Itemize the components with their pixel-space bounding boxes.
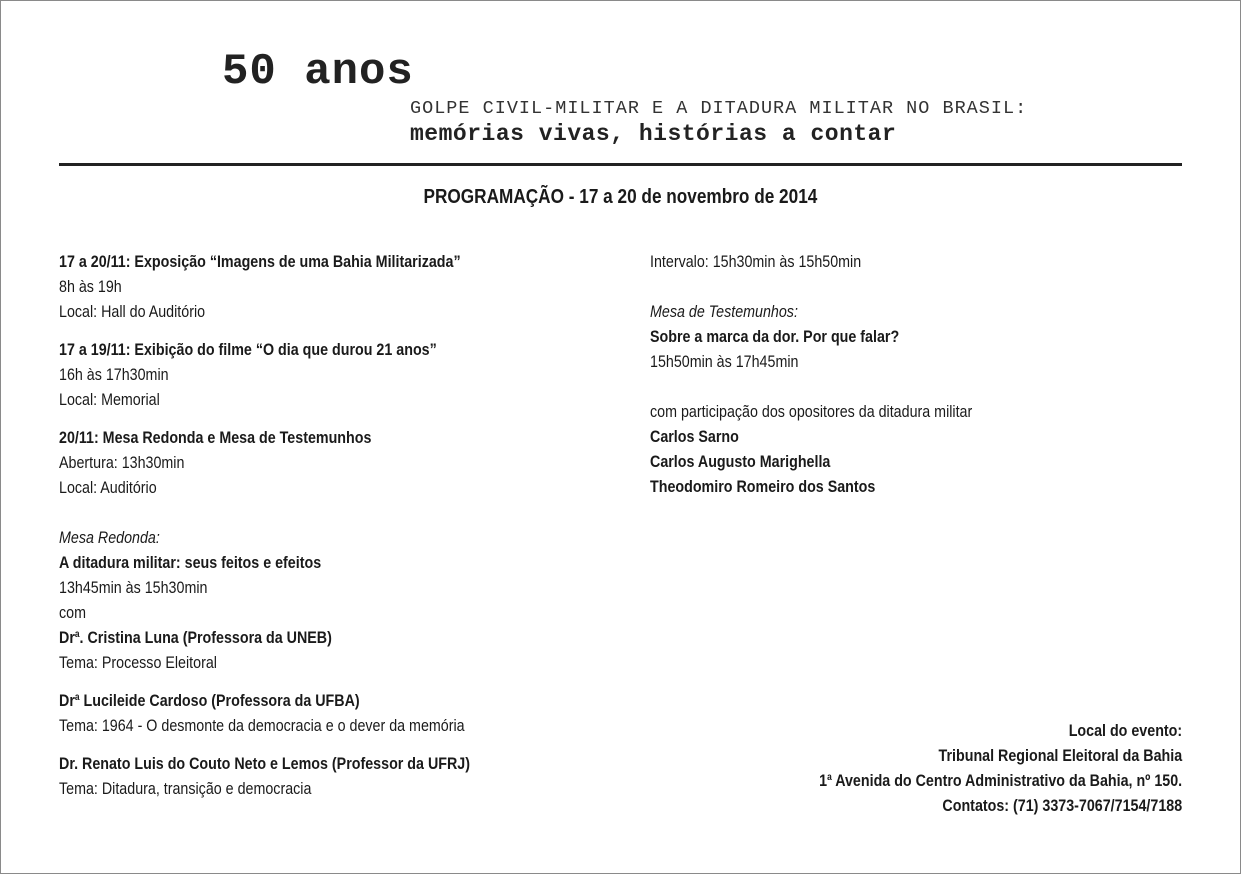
subtitle-line2: memórias vivas, histórias a contar [410,121,897,147]
left-column [59,249,548,801]
venue-contacts: Contatos: (71) 3373-7067/7154/7188 [942,796,1182,815]
participant: Carlos Augusto Marighella [650,452,831,471]
mesa-testemunhos-time: 15h50min às 17h45min [650,352,799,371]
right-column [650,249,1034,499]
speaker-lucileide-cardoso-theme: Tema: 1964 - O desmonte da democracia e o dever da memória [59,716,465,735]
mesa-redonda-time: 13h45min às 15h30min [59,578,208,597]
header-divider [59,163,1182,166]
mesa-opening: Abertura: 13h30min [59,453,185,472]
program-heading: PROGRAMAÇÃO - 17 a 20 de novembro de 2014 [423,186,818,208]
exposicao-time: 8h às 19h [59,277,122,296]
participant: Carlos Sarno [650,427,739,446]
page-title: 50 anos [222,47,414,97]
filme-time: 16h às 17h30min [59,365,169,384]
mesa-redonda-label: Mesa Redonda: [59,528,160,547]
venue-block [750,718,1182,818]
speaker-lucileide-cardoso: Dr$^a$ Lucileide Cardoso (Professora da UFBA) [59,691,360,710]
mesa-redonda-topic: A ditadura militar: seus feitos e efeitos [59,553,322,572]
mesa-place: Local: Auditório [59,478,157,497]
participacao-intro: com participação dos opositores da ditadura militar [650,402,973,421]
speaker-renato-lemos: Dr. Renato Luis do Couto Neto e Lemos (Professor da UFRJ) [59,754,470,773]
speaker-cristina-luna-theme: Tema: Processo Eleitoral [59,653,217,672]
venue-name: Tribunal Regional Eleitoral da Bahia [938,746,1182,765]
mesa-testemunhos-label: Mesa de Testemunhos: [650,302,798,321]
mesa-title: 20/11: Mesa Redonda e Mesa de Testemunhos [59,428,372,447]
speaker-cristina-luna: Dr$^a$. Cristina Luna (Professora da UNEB) [59,628,332,647]
exposicao-title: 17 a 20/11: Exposição “Imagens de uma Bahia Militarizada” [59,252,461,271]
filme-title: 17 a 19/11: Exibição do filme “O dia que durou 21 anos” [59,340,437,359]
speaker-renato-lemos-theme: Tema: Ditadura, transição e democracia [59,779,312,798]
mesa-redonda-with: com [59,603,86,622]
filme-place: Local: Memorial [59,390,160,409]
intervalo: Intervalo: 15h30min às 15h50min [650,252,862,271]
participant: Theodomiro Romeiro dos Santos [650,477,876,496]
exposicao-place: Local: Hall do Auditório [59,302,206,321]
venue-label: Local do evento: [1068,721,1182,740]
venue-address: 1$^a$ Avenida do Centro Administrativo da Bahia, nº 150. [818,771,1182,790]
mesa-testemunhos-topic: Sobre a marca da dor. Por que falar? [650,327,900,346]
subtitle-line1: GOLPE CIVIL-MILITAR E A DITADURA MILITAR NO BRASIL: [410,98,1028,119]
